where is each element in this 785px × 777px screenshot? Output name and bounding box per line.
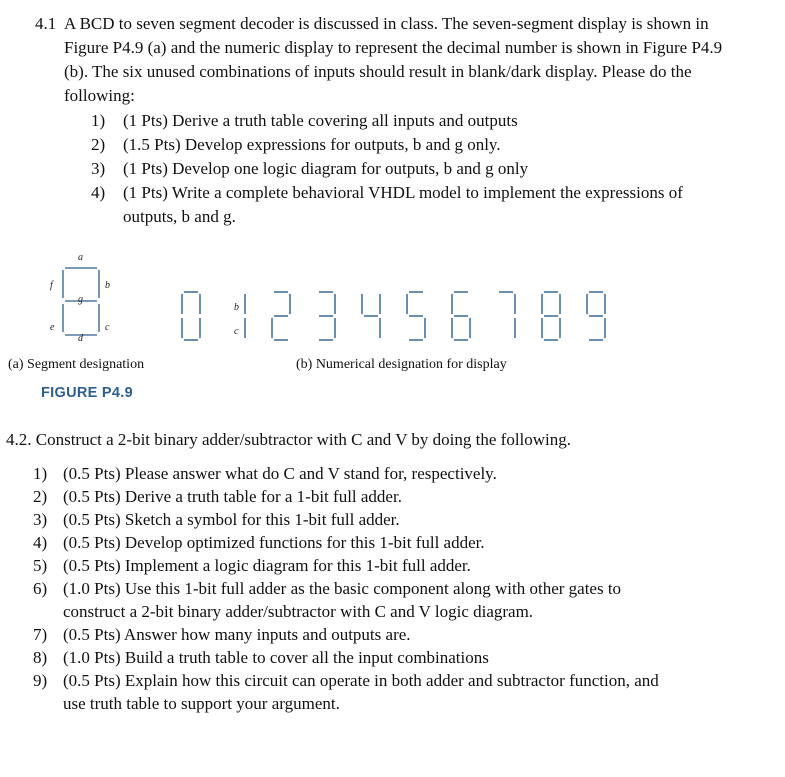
problem-4-1-item-3 xyxy=(91,157,528,180)
figure-label: FIGURE P4.9 xyxy=(41,385,133,401)
problem-4-1-intro-line-3: (b). The six unused combinations of inputs should result in blank/dark display. Please do the xyxy=(64,62,692,81)
item-text: (1 Pts) Develop one logic diagram for outputs, b and g only xyxy=(123,159,529,178)
digit-inline-label-c: c xyxy=(234,326,239,337)
segment-label-a: a xyxy=(78,252,83,263)
item-text: (0.5 Pts) Please answer what do C and V stand for, respectively. xyxy=(63,464,497,483)
problem-4-2-item-9-cont: use truth table to support your argument. xyxy=(63,694,340,713)
digit-6 xyxy=(452,292,470,340)
segment-label-g: g xyxy=(78,294,83,305)
problem-4-2-item-6-cont: construct a 2-bit binary adder/subtractor with C and V logic diagram. xyxy=(63,602,534,621)
problem-4-2-item-1 xyxy=(33,462,497,485)
item-text: (0.5 Pts) Sketch a symbol for this 1-bit full adder. xyxy=(63,510,400,529)
problem-4-1-item-1 xyxy=(91,109,518,132)
problem-4-1-item-4 xyxy=(91,181,683,204)
item-number: 8) xyxy=(33,648,48,667)
problem-4-1-item-4-cont: outputs, b and g. xyxy=(123,207,236,226)
digit-9 xyxy=(587,292,605,340)
item-text: (1.0 Pts) Use this 1-bit full adder as the basic component along with other gates to xyxy=(63,579,622,598)
digit-7 xyxy=(499,292,515,338)
segment-label-b: b xyxy=(105,280,110,291)
item-text: (1.5 Pts) Develop expressions for outputs, b and g only. xyxy=(123,135,501,154)
segment-label-f: f xyxy=(50,280,53,291)
segment-designation-figure xyxy=(35,246,135,351)
figure-caption-b: (b) Numerical designation for display xyxy=(296,357,507,372)
digit-4 xyxy=(362,294,380,338)
digit-8 xyxy=(542,292,560,340)
digit-3 xyxy=(319,292,335,340)
segment-label-c: c xyxy=(105,322,110,333)
item-text: (0.5 Pts) Develop optimized functions for this 1-bit full adder. xyxy=(63,533,485,552)
digit-5 xyxy=(407,292,425,340)
problem-4-1-item-2 xyxy=(91,133,501,156)
item-number: 2) xyxy=(91,135,106,154)
item-number: 7) xyxy=(33,625,48,644)
item-number: 1) xyxy=(33,464,48,483)
item-text: (1 Pts) Write a complete behavioral VHDL model to implement the expressions of xyxy=(123,183,683,202)
item-text: (0.5 Pts) Derive a truth table for a 1-bit full adder. xyxy=(63,487,402,506)
problem-4-2-item-6 xyxy=(33,577,621,600)
problem-4-2-item-2 xyxy=(33,485,402,508)
problem-4-2-item-5 xyxy=(33,554,471,577)
problem-4-1-intro-line-1: A BCD to seven segment decoder is discussed in class. The seven-segment display is shown in xyxy=(64,14,709,33)
item-number: 4) xyxy=(91,183,106,202)
item-number: 2) xyxy=(33,487,48,506)
item-text: (1.0 Pts) Build a truth table to cover all the input combinations xyxy=(63,648,489,667)
problem-4-1-number: 4.1 xyxy=(35,14,57,33)
digit-2 xyxy=(272,292,290,340)
problem-4-2-item-9 xyxy=(33,669,659,692)
problem-4-1-intro-line-2: Figure P4.9 (a) and the numeric display to represent the decimal number is shown in Figure P4.9 xyxy=(64,38,723,57)
problem-4-2-item-3 xyxy=(33,508,400,531)
numerical-display-figure xyxy=(176,288,636,348)
item-text: (0.5 Pts) Explain how this circuit can operate in both adder and subtractor function, and xyxy=(63,671,659,690)
problem-4-2-item-4 xyxy=(33,531,485,554)
item-text: (0.5 Pts) Answer how many inputs and outputs are. xyxy=(63,625,411,644)
item-text: (1 Pts) Derive a truth table covering all inputs and outputs xyxy=(123,111,518,130)
item-number: 9) xyxy=(33,671,48,690)
problem-4-2-title: 4.2. Construct a 2-bit binary adder/subtractor with C and V by doing the following. xyxy=(6,430,572,449)
item-number: 3) xyxy=(33,510,48,529)
figure-caption-a: (a) Segment designation xyxy=(8,357,145,372)
item-number: 6) xyxy=(33,579,48,598)
item-number: 1) xyxy=(91,111,106,130)
problem-4-2-item-8 xyxy=(33,646,489,669)
item-text: (0.5 Pts) Implement a logic diagram for this 1-bit full adder. xyxy=(63,556,471,575)
segment-label-e: e xyxy=(50,322,55,333)
digit-0 xyxy=(182,292,200,340)
problem-4-2-item-7 xyxy=(33,623,411,646)
digit-inline-label-b: b xyxy=(234,302,239,313)
segment-label-d: d xyxy=(78,333,83,344)
item-number: 5) xyxy=(33,556,48,575)
problem-4-1-intro-line-4: following: xyxy=(64,86,135,105)
item-number: 4) xyxy=(33,533,48,552)
item-number: 3) xyxy=(91,159,106,178)
